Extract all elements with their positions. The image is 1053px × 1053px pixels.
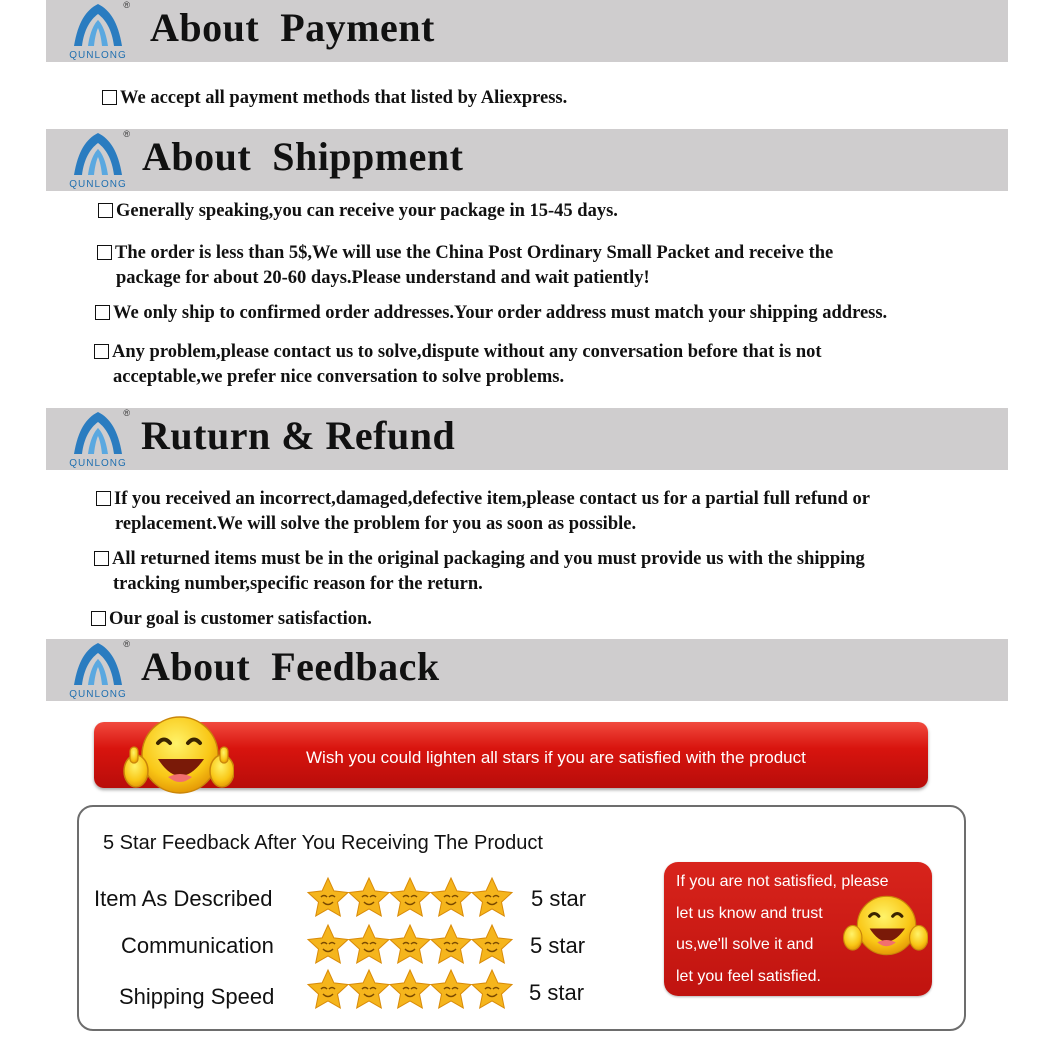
smiley-thumbs-up-icon xyxy=(842,893,928,961)
star-icon xyxy=(388,876,432,920)
refund-item: All returned items must be in the original packaging and you must provide us with the shipping tracking number,specific reason for the return. xyxy=(94,547,865,597)
shipment-item: The order is less than 5$,We will use the China Post Ordinary Small Packet and receive the package for about 20-60 days.Please understand and wait patiently! xyxy=(97,241,833,291)
rating-stars xyxy=(306,968,511,1012)
refund-item: Our goal is customer satisfaction. xyxy=(91,607,372,632)
section-title-payment: About Payment xyxy=(150,5,435,50)
banner-text: Wish you could lighten all stars if you are satisfied with the product xyxy=(306,748,806,767)
logo-icon xyxy=(68,2,128,48)
rating-value: 5 star xyxy=(531,886,587,911)
star-icon xyxy=(429,876,473,920)
brand-name: QUNLONG xyxy=(69,50,127,61)
section-title-feedback: About Feedback xyxy=(141,644,440,689)
checkbox-icon xyxy=(95,305,110,320)
brand-logo: ® QUNLONG xyxy=(60,2,136,62)
rating-label: Item As Described xyxy=(94,886,273,911)
rating-stars xyxy=(306,923,511,967)
feedback-panel-title: 5 Star Feedback After You Receiving The Product xyxy=(103,832,543,854)
payment-header xyxy=(46,0,1008,62)
checkbox-icon xyxy=(102,90,117,105)
logo-icon xyxy=(68,410,128,456)
satisfaction-note: If you are not satisfied, please let us know and trust us,we'll solve it and let you feel satisfied. xyxy=(664,862,932,996)
star-icon xyxy=(347,876,391,920)
shipment-header xyxy=(46,129,1008,191)
star-icon xyxy=(388,923,432,967)
checkbox-icon xyxy=(94,551,109,566)
refund-header xyxy=(46,408,1008,470)
rating-label: Communication xyxy=(121,933,274,958)
checkbox-icon xyxy=(96,491,111,506)
logo-icon xyxy=(68,641,128,687)
rating-label: Shipping Speed xyxy=(119,984,275,1009)
star-icon xyxy=(347,923,391,967)
rating-value: 5 star xyxy=(529,980,585,1005)
brand-name: QUNLONG xyxy=(69,689,127,700)
section-title-shipment: About Shippment xyxy=(142,134,464,179)
rating-value: 5 star xyxy=(530,933,586,958)
star-icon xyxy=(470,968,514,1012)
star-icon xyxy=(470,876,514,920)
section-title-refund: Ruturn & Refund xyxy=(141,413,456,458)
star-icon xyxy=(429,923,473,967)
shipment-item: Any problem,please contact us to solve,dispute without any conversation before that is not acceptable,we prefer nice conversation to solve problems. xyxy=(94,340,822,390)
rating-stars xyxy=(306,876,511,920)
star-icon xyxy=(470,923,514,967)
smiley-thumbs-up-icon xyxy=(122,713,234,801)
star-icon xyxy=(347,968,391,1012)
feedback-header xyxy=(46,639,1008,701)
checkbox-icon xyxy=(97,245,112,260)
shipment-item: We only ship to confirmed order addresses.Your order address must match your shipping address. xyxy=(95,301,887,326)
star-icon xyxy=(306,876,350,920)
brand-logo: ® QUNLONG xyxy=(60,410,136,470)
star-icon xyxy=(388,968,432,1012)
brand-name: QUNLONG xyxy=(69,179,127,190)
checkbox-icon xyxy=(98,203,113,218)
checkbox-icon xyxy=(91,611,106,626)
payment-item: We accept all payment methods that listed by Aliexpress. xyxy=(102,86,567,111)
checkbox-icon xyxy=(94,344,109,359)
star-icon xyxy=(429,968,473,1012)
brand-logo: ® QUNLONG xyxy=(60,641,136,701)
brand-name: QUNLONG xyxy=(69,458,127,469)
shipment-item: Generally speaking,you can receive your package in 15-45 days. xyxy=(98,199,618,224)
star-icon xyxy=(306,923,350,967)
star-icon xyxy=(306,968,350,1012)
logo-icon xyxy=(68,131,128,177)
brand-logo: ® QUNLONG xyxy=(60,131,136,191)
refund-item: If you received an incorrect,damaged,defective item,please contact us for a partial full refund or replacement.We will solve the problem for you as soon as possible. xyxy=(96,487,870,537)
